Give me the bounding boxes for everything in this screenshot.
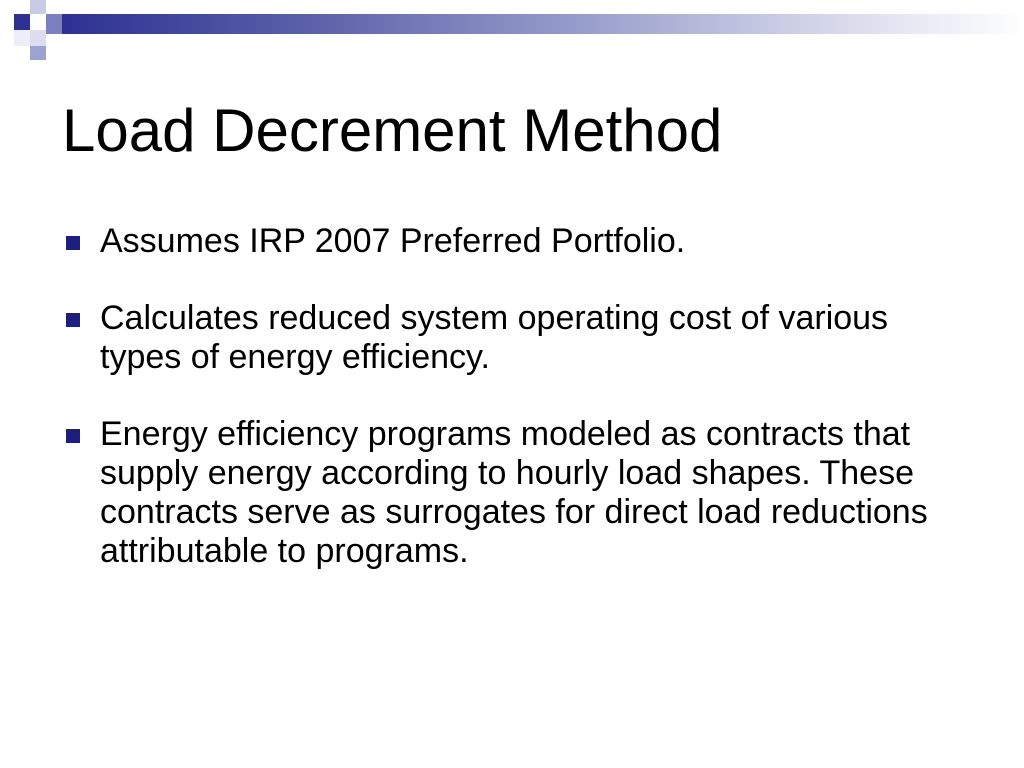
corner-square-mid-lower [30, 46, 46, 60]
bullet-text: Calculates reduced system operating cost of various types of energy efficiency. [100, 299, 889, 376]
header-gradient-bar [62, 14, 1024, 34]
square-bullet-icon [66, 236, 80, 250]
bullet-text: Energy efficiency programs modeled as contracts that supply energy according to hourly load shapes. These contracts serve as surrogates for direct load reductions attributable to programs. [100, 415, 928, 570]
bullet-item [62, 222, 962, 261]
bullet-item [62, 299, 962, 377]
corner-square-light [30, 0, 46, 14]
corner-square-mid [46, 14, 62, 34]
square-bullet-icon [66, 429, 80, 443]
slide-title: Load Decrement Method [62, 97, 723, 164]
bullet-item [62, 415, 962, 571]
corner-square-pale [30, 30, 46, 46]
bullet-text: Assumes IRP 2007 Preferred Portfolio. [100, 222, 686, 260]
bullet-list [62, 222, 962, 571]
square-bullet-icon [66, 313, 80, 327]
corner-square-dark [14, 14, 30, 30]
corner-square-faint [14, 30, 30, 46]
